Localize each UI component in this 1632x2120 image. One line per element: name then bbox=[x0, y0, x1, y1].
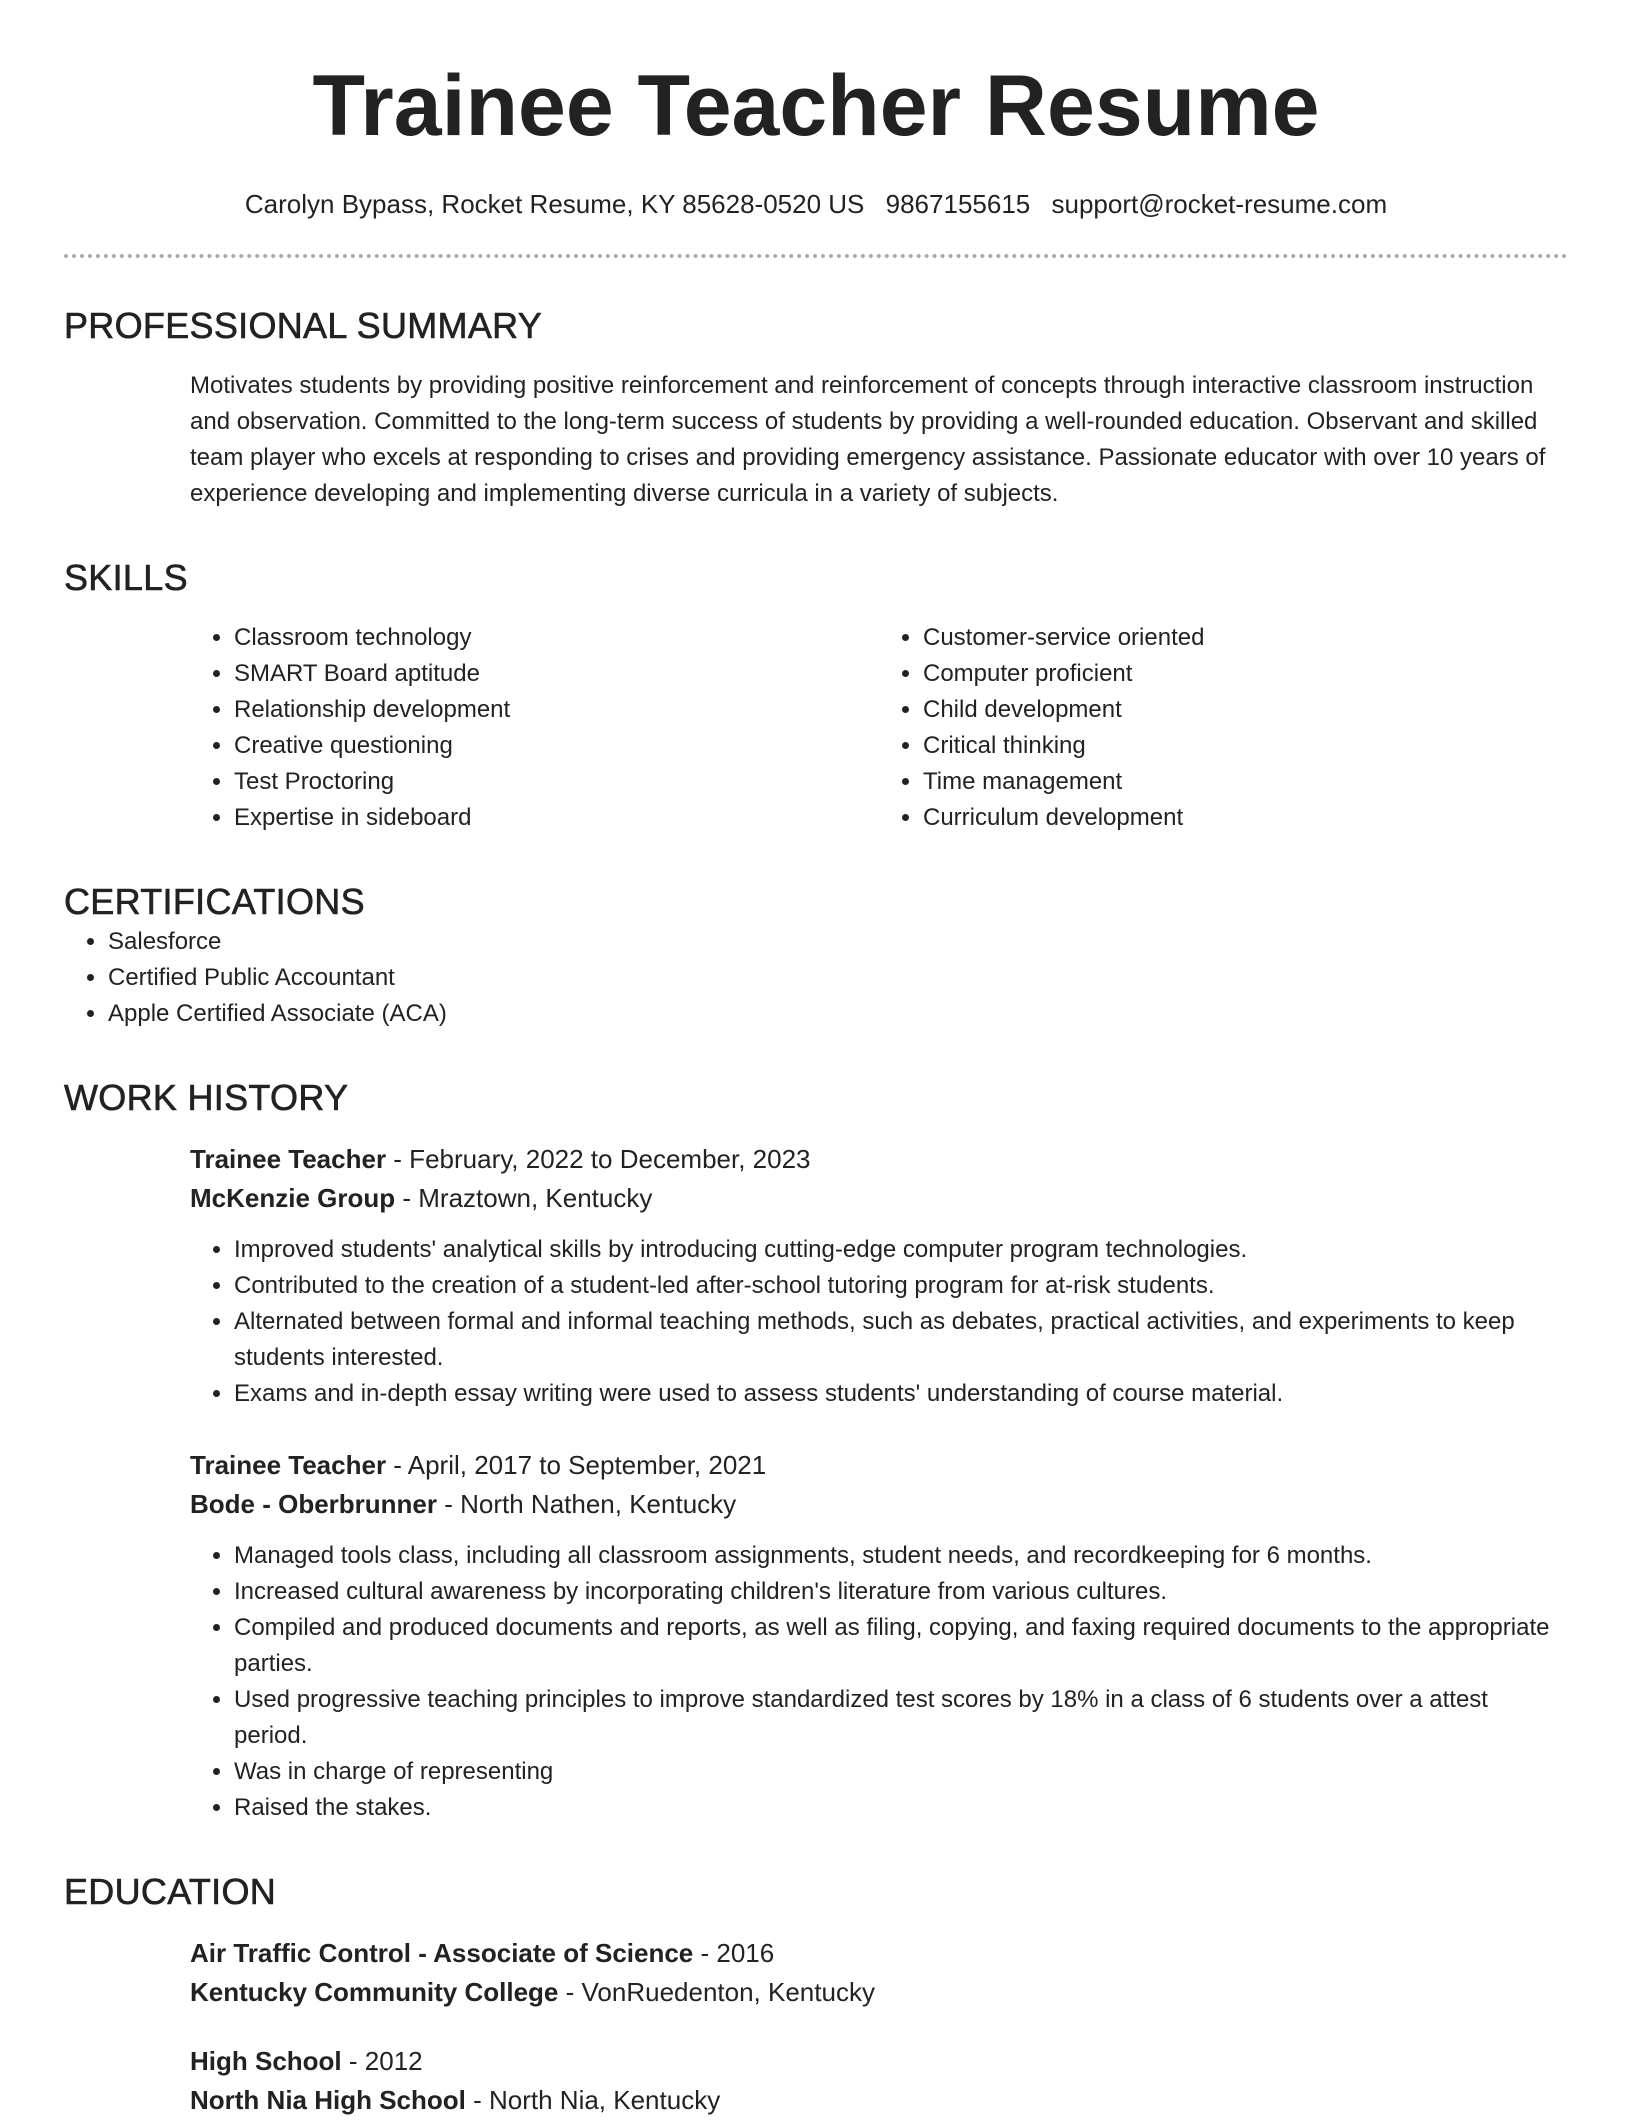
skill-item: • Test Proctoring bbox=[234, 764, 879, 800]
education-school: North Nia High School bbox=[190, 2085, 466, 2115]
job-bullet: • Compiled and produced documents and reports, as well as filing, copying, and faxing required documents to the appropriate parties. bbox=[234, 1610, 1568, 1682]
skill-item: • Critical thinking bbox=[923, 728, 1568, 764]
skill-item: • Child development bbox=[923, 692, 1568, 728]
contact-line bbox=[64, 188, 1568, 220]
work-history-heading: WORK HISTORY bbox=[64, 1077, 349, 1118]
summary-text: Motivates students by providing positive reinforcement and reinforcement of concepts through interactive classroom instruction and observation. Committed to the long-term success of students by providing a well-rounded education. Observant and skilled team player who excels at responding to crises and providing emergency assistance. Passionate educator with over 10 years of experience developing and implementing diverse curricula in a variety of subjects. bbox=[190, 372, 1546, 507]
skills-columns bbox=[190, 620, 1568, 836]
skill-item: • Creative questioning bbox=[234, 728, 879, 764]
education-location: - North Nia, Kentucky bbox=[465, 2085, 721, 2115]
job-dates: - April, 2017 to September, 2021 bbox=[386, 1450, 767, 1480]
resume-title: Trainee Teacher Resume bbox=[312, 58, 1320, 154]
job-company-line bbox=[190, 1179, 1568, 1218]
certification-item: • Apple Certified Associate (ACA) bbox=[108, 996, 1568, 1032]
job-bullet: • Was in charge of representing bbox=[234, 1754, 1568, 1790]
job-location: - Mraztown, Kentucky bbox=[395, 1183, 653, 1213]
job-bullet: • Increased cultural awareness by incorporating children's literature from various cultures. bbox=[234, 1574, 1568, 1610]
skill-item: • SMART Board aptitude bbox=[234, 656, 879, 692]
education-school: Kentucky Community College bbox=[190, 1977, 559, 2007]
header-divider bbox=[64, 254, 1568, 258]
job-entry bbox=[190, 1446, 1568, 1826]
job-company: McKenzie Group bbox=[190, 1183, 396, 1213]
job-entry bbox=[190, 1140, 1568, 1412]
skills-right-list bbox=[879, 620, 1568, 836]
job-location: - North Nathen, Kentucky bbox=[437, 1489, 737, 1519]
education-school-line bbox=[190, 1973, 1568, 2012]
skill-item: • Curriculum development bbox=[923, 800, 1568, 836]
job-bullet: • Raised the stakes. bbox=[234, 1790, 1568, 1826]
contact-phone: 9867155615 bbox=[885, 189, 1031, 219]
skill-item: • Expertise in sideboard bbox=[234, 800, 879, 836]
education-degree: High School bbox=[190, 2046, 342, 2076]
job-bullet: • Improved students' analytical skills by introducing cutting-edge computer program technologies. bbox=[234, 1232, 1568, 1268]
education-school-line bbox=[190, 2081, 1568, 2120]
education-heading: EDUCATION bbox=[64, 1871, 277, 1912]
certifications-section bbox=[64, 880, 1568, 1032]
skills-heading: SKILLS bbox=[64, 557, 188, 598]
job-title: Trainee Teacher bbox=[190, 1450, 387, 1480]
certifications-list bbox=[64, 924, 1568, 1032]
skill-item: • Computer proficient bbox=[923, 656, 1568, 692]
job-bullet: • Exams and in-depth essay writing were used to assess students' understanding of course material. bbox=[234, 1376, 1568, 1412]
summary-section bbox=[64, 304, 1568, 512]
education-entry bbox=[190, 2042, 1568, 2120]
education-year: - 2016 bbox=[693, 1938, 775, 1968]
certification-item: • Certified Public Accountant bbox=[108, 960, 1568, 996]
job-bullet: • Managed tools class, including all classroom assignments, student needs, and recordkeeping for 6 months. bbox=[234, 1538, 1568, 1574]
education-degree: Air Traffic Control - Associate of Science bbox=[190, 1938, 694, 1968]
job-company: Bode - Oberbrunner bbox=[190, 1489, 438, 1519]
education-degree-line bbox=[190, 1934, 1568, 1973]
education-degree-line bbox=[190, 2042, 1568, 2081]
skill-item: • Time management bbox=[923, 764, 1568, 800]
job-bullet: • Contributed to the creation of a student-led after-school tutoring program for at-risk students. bbox=[234, 1268, 1568, 1304]
skill-item: • Relationship development bbox=[234, 692, 879, 728]
contact-address: Carolyn Bypass, Rocket Resume, KY 85628-0520 US bbox=[244, 189, 865, 219]
certifications-heading: CERTIFICATIONS bbox=[64, 881, 365, 922]
job-title: Trainee Teacher bbox=[190, 1144, 387, 1174]
job-title-line bbox=[190, 1446, 1568, 1485]
job-bullet: • Alternated between formal and informal teaching methods, such as debates, practical activities, and experiments to keep students interested. bbox=[234, 1304, 1568, 1376]
job-dates: - February, 2022 to December, 2023 bbox=[386, 1144, 811, 1174]
work-history-section bbox=[64, 1076, 1568, 1826]
skills-left-list bbox=[190, 620, 879, 836]
education-entry bbox=[190, 1934, 1568, 2012]
education-year: - 2012 bbox=[341, 2046, 423, 2076]
job-bullets bbox=[190, 1232, 1568, 1412]
certification-item: • Salesforce bbox=[108, 924, 1568, 960]
skill-item: • Classroom technology bbox=[234, 620, 879, 656]
job-company-line bbox=[190, 1485, 1568, 1524]
job-bullets bbox=[190, 1538, 1568, 1826]
summary-heading: PROFESSIONAL SUMMARY bbox=[64, 305, 543, 346]
skills-section bbox=[64, 556, 1568, 836]
job-bullet: • Used progressive teaching principles to improve standardized test scores by 18% in a class of 6 students over a attest period. bbox=[234, 1682, 1568, 1754]
education-section bbox=[64, 1870, 1568, 2120]
contact-email: support@rocket-resume.com bbox=[1051, 189, 1388, 219]
job-title-line bbox=[190, 1140, 1568, 1179]
skill-item: • Customer-service oriented bbox=[923, 620, 1568, 656]
education-location: - VonRuedenton, Kentucky bbox=[558, 1977, 875, 2007]
